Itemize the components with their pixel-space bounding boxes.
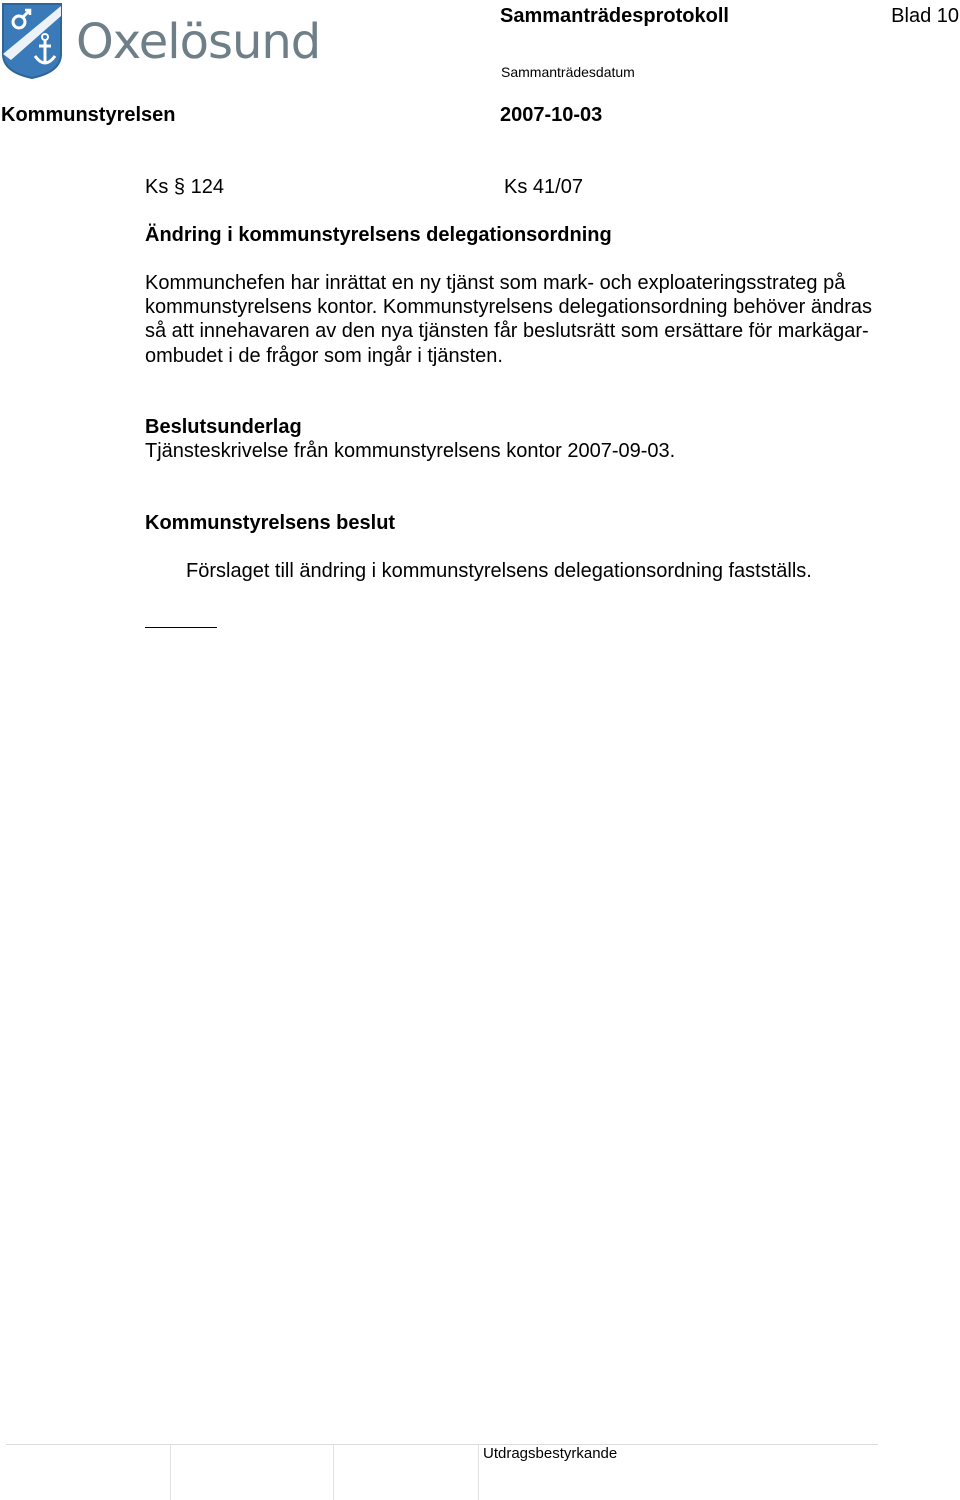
- end-rule: [145, 627, 217, 628]
- body-name: Kommunstyrelsen: [1, 104, 176, 126]
- basis-heading: Beslutsunderlag: [145, 416, 302, 438]
- certifier-label: Utdragsbestyrkande: [483, 1445, 618, 1462]
- body-line: kommunstyrelsens kontor. Kommunstyrelsens delegationsordning behöver ändras: [145, 296, 873, 319]
- decision-text: Förslaget till ändring i kommunstyrelsens delegationsordning fastställs.: [186, 560, 812, 582]
- footer-divider: [333, 1445, 334, 1500]
- meeting-date: 2007-10-03: [500, 104, 603, 126]
- body-paragraph: [145, 271, 945, 368]
- oxelosund-shield-icon: [1, 2, 63, 80]
- page-number: Blad 10: [891, 5, 959, 27]
- reference-number: Ks 41/07: [504, 176, 583, 198]
- date-label: Sammanträdesdatum: [501, 64, 635, 80]
- body-line: så att innehavaren av den nya tjänsten får beslutsrätt som ersättare för markägar-: [145, 320, 869, 343]
- footer-line: [6, 1444, 878, 1445]
- logo-wordmark: Oxelösund: [76, 14, 321, 70]
- basis-text: Tjänsteskrivelse från kommunstyrelsens kontor 2007-09-03.: [145, 440, 676, 462]
- body-line: Kommunchefen har inrättat en ny tjänst som mark- och exploateringsstrateg på: [145, 272, 846, 294]
- footer-divider: [170, 1445, 171, 1500]
- decision-heading: Kommunstyrelsens beslut: [145, 512, 396, 534]
- body-line: ombudet i de frågor som ingår i tjänsten.: [145, 344, 503, 367]
- item-title: Ändring i kommunstyrelsens delegationsordning: [145, 224, 612, 246]
- paragraph-number: Ks § 124: [145, 176, 224, 198]
- footer-divider: [478, 1445, 479, 1500]
- document-type: Sammanträdesprotokoll: [500, 5, 729, 27]
